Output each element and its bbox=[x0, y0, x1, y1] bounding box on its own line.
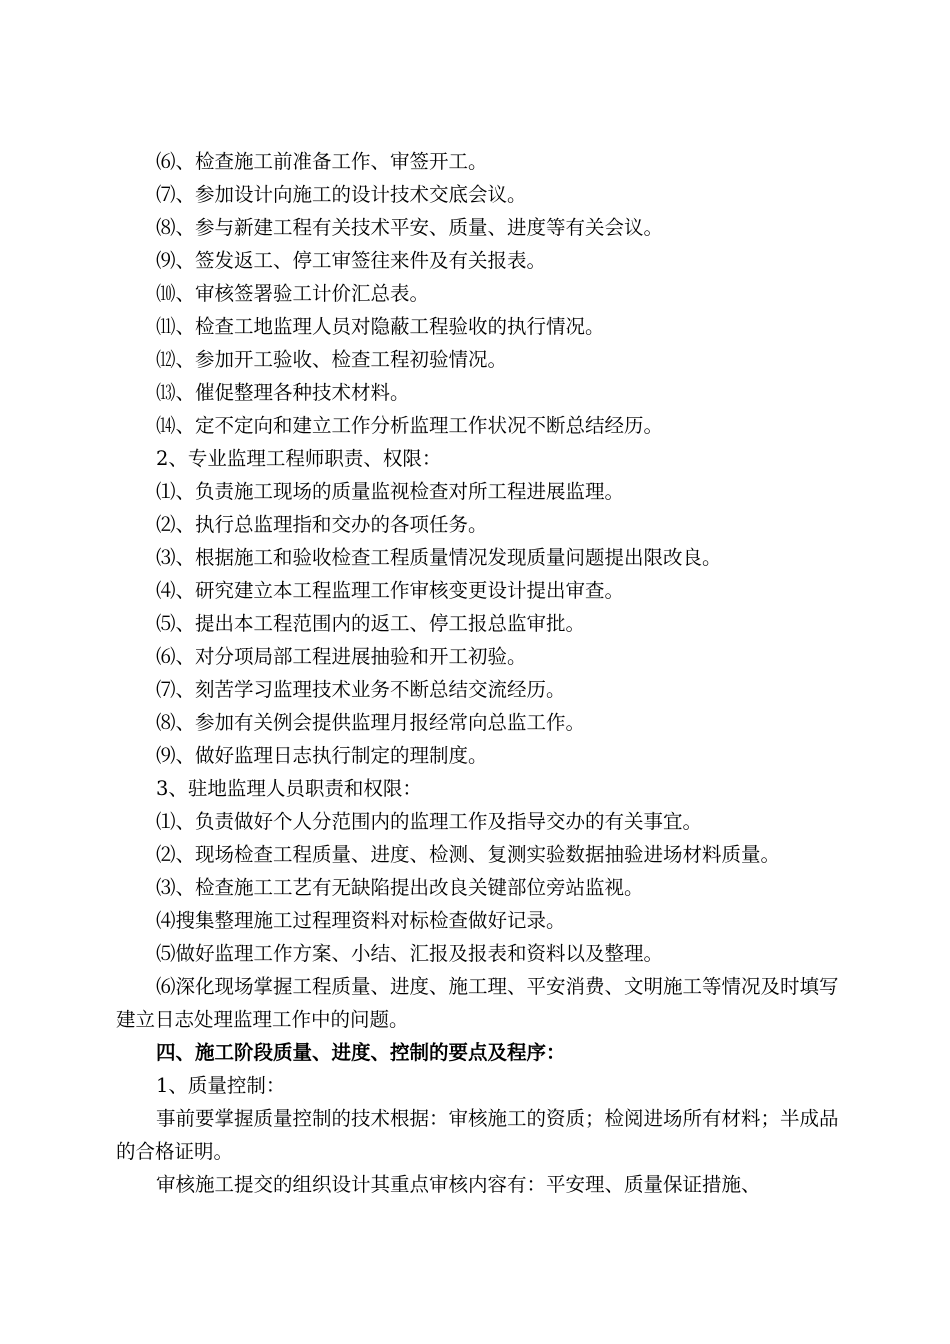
paragraph-item-8: ⑻、参与新建工程有关技术平安、质量、进度等有关会议。 bbox=[156, 216, 664, 239]
paragraph-item-6b: ⑹、对分项局部工程进展抽验和开工初验。 bbox=[156, 645, 527, 668]
paragraph-item-2: ⑵、执行总监理指和交办的各项任务。 bbox=[156, 513, 488, 536]
paragraph-item-11: ⑾、检查工地监理人员对隐蔽工程验收的执行情况。 bbox=[156, 315, 605, 338]
paragraph-item-1c: ⑴、负责做好个人分范围内的监理工作及指导交办的有关事宜。 bbox=[156, 810, 703, 833]
subsection-heading-quality-control: 1、质量控制： bbox=[156, 1074, 286, 1097]
paragraph-item-2c: ⑵、现场检查工程质量、进度、检测、复测实验数据抽验进场材料质量。 bbox=[156, 843, 781, 866]
paragraph-item-3c: ⑶、检查施工工艺有无缺陷提出改良关键部位旁站监视。 bbox=[156, 876, 644, 899]
paragraph-quality-basis: 事前要掌握质量控制的技术根据：审核施工的资质；检阅进场所有材料；半成品的合格证明。 bbox=[116, 1107, 839, 1163]
paragraph-item-9: ⑼、签发返工、停工审签往来件及有关报表。 bbox=[156, 249, 547, 272]
paragraph-item-7: ⑺、参加设计向施工的设计技术交底会议。 bbox=[156, 183, 527, 206]
paragraph-item-10: ⑽、审核签署验工计价汇总表。 bbox=[156, 282, 430, 305]
section-heading-2: 2、专业监理工程师职责、权限： bbox=[156, 447, 442, 470]
paragraph-item-4: ⑷、研究建立本工程监理工作审核变更设计提出审查。 bbox=[156, 579, 625, 602]
document-body bbox=[116, 145, 852, 1201]
paragraph-item-6: ⑹、检查施工前准备工作、审签开工。 bbox=[156, 150, 488, 173]
paragraph-item-9b: ⑼、做好监理日志执行制定的理制度。 bbox=[156, 744, 488, 767]
paragraph-item-4c: ⑷搜集整理施工过程理资料对标检查做好记录。 bbox=[156, 909, 566, 932]
paragraph-item-12: ⑿、参加开工验收、检查工程初验情况。 bbox=[156, 348, 508, 371]
paragraph-item-5c: ⑸做好监理工作方案、小结、汇报及报表和资料以及整理。 bbox=[156, 942, 664, 965]
paragraph-item-13: ⒀、催促整理各种技术材料。 bbox=[156, 381, 410, 404]
paragraph-item-14: ⒁、定不定向和建立工作分析监理工作状况不断总结经历。 bbox=[156, 414, 664, 437]
paragraph-item-3: ⑶、根据施工和验收检查工程质量情况发现质量问题提出限改良。 bbox=[156, 546, 722, 569]
paragraph-design-review: 审核施工提交的组织设计其重点审核内容有：平安理、质量保证措施、 bbox=[156, 1173, 761, 1196]
paragraph-item-7b: ⑺、刻苦学习监理技术业务不断总结交流经历。 bbox=[156, 678, 566, 701]
paragraph-item-6c: ⑹深化现场掌握工程质量、进度、施工理、平安消费、文明施工等情况及时填写建立日志处理监理工作中的问题。 bbox=[116, 975, 839, 1031]
paragraph-item-5: ⑸、提出本工程范围内的返工、停工报总监审批。 bbox=[156, 612, 586, 635]
section-heading-3: 3、驻地监理人员职责和权限： bbox=[156, 777, 422, 800]
chapter-heading-4: 四、施工阶段质量、进度、控制的要点及程序： bbox=[156, 1041, 566, 1064]
paragraph-item-8b: ⑻、参加有关例会提供监理月报经常向总监工作。 bbox=[156, 711, 586, 734]
paragraph-item-1: ⑴、负责施工现场的质量监视检查对所工程进展监理。 bbox=[156, 480, 625, 503]
